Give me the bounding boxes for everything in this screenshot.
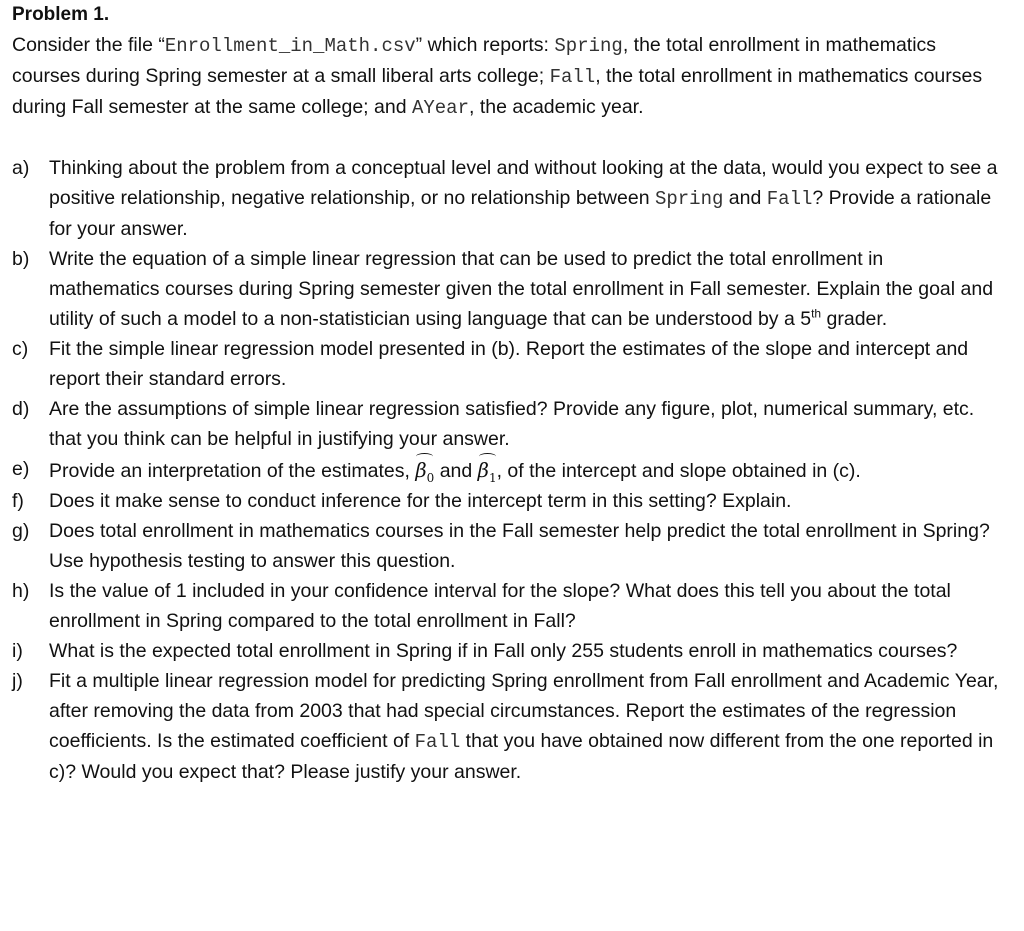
intro-var-spring: Spring <box>554 35 623 57</box>
question-item-c <box>12 334 999 394</box>
item-i-text: What is the expected total enrollment in Spring if in Fall only 255 students enroll in mathematics courses? <box>49 640 958 662</box>
question-list <box>12 153 1012 787</box>
item-marker-g: g) <box>12 520 30 542</box>
intro-text-2: ” which reports: <box>415 34 555 56</box>
item-a-text-2: and <box>723 187 767 209</box>
item-a-text-3: ? Provide a rationale for your answer. <box>49 187 992 240</box>
item-marker-b: b) <box>12 248 30 270</box>
item-marker-c: c) <box>12 338 29 360</box>
intro-filename: Enrollment_in_Math.csv <box>164 35 416 57</box>
item-a-var-fall: Fall <box>766 188 813 210</box>
item-marker-d: d) <box>12 398 30 420</box>
item-b-text-2: grader. <box>821 308 888 330</box>
question-item-b <box>12 244 999 334</box>
item-b-text-1: Write the equation of a simple linear regression that can be used to predict the total enrollment in mathematics courses during Spring semester given the total enrollment in Fall semester. Explain the goal and utility of such a model to a non-statistician using language that can be understood by a 5 <box>49 248 994 330</box>
item-f-text: Does it make sense to conduct inference for the intercept term in this setting? Explain. <box>49 490 792 512</box>
item-j-text-1: Fit a multiple linear regression model for predicting Spring enrollment from Fall enrollment and Academic Year, after removing the data from 2003 that had special circumstances. Report the estimates of the regression coefficients. Is the estimated coefficient of <box>49 670 999 752</box>
item-marker-i: i) <box>12 640 23 662</box>
item-c-text: Fit the simple linear regression model presented in (b). Report the estimates of the slope and intercept and report their standard errors. <box>49 338 969 390</box>
item-marker-h: h) <box>12 580 30 602</box>
item-e-text-2: and <box>434 460 478 482</box>
item-b-superscript: th <box>811 306 822 321</box>
item-marker-e: e) <box>12 458 30 480</box>
question-item-g <box>12 516 999 576</box>
beta-zero-hat <box>415 454 434 486</box>
beta-zero-symbol: β <box>415 459 427 482</box>
item-marker-j: j) <box>12 670 23 692</box>
question-item-i <box>12 636 999 666</box>
item-j-text-2: that you have obtained now different from the one reported in c)? Would you expect that? Please justify your answer. <box>49 730 994 783</box>
item-a-var-spring: Spring <box>654 188 724 210</box>
item-g-text: Does total enrollment in mathematics courses in the Fall semester help predict the total enrollment in Spring? Use hypothesis testing to answer this question. <box>49 520 990 572</box>
intro-var-ayear: AYear <box>411 97 469 119</box>
problem-title: Problem 1. <box>12 4 110 25</box>
section-spacer <box>12 123 1012 153</box>
intro-text-4: , the total enrollment in mathematics courses during Fall semester at the same college; and <box>12 65 983 118</box>
intro-text-5: , the academic year. <box>468 96 644 118</box>
intro-text-3: , the total enrollment in mathematics courses during Spring semester at a small liberal arts college; <box>12 34 937 87</box>
question-item-h <box>12 576 999 636</box>
item-e-text-3: , of the intercept and slope obtained in (c). <box>496 460 861 482</box>
item-marker-a: a) <box>12 157 30 179</box>
question-item-a <box>12 153 999 244</box>
item-marker-f: f) <box>12 490 24 512</box>
item-a-text-1: Thinking about the problem from a conceptual level and without looking at the data, would you expect to see a positive relationship, negative relationship, or no relationship between <box>49 157 998 209</box>
question-item-f <box>12 486 999 516</box>
beta-one-hat <box>478 454 497 486</box>
item-h-text: Is the value of 1 included in your confidence interval for the slope? What does this tell you about the total enrollment in Spring compared to the total enrollment in Fall? <box>49 580 951 632</box>
item-j-var-fall: Fall <box>414 731 461 753</box>
item-e-text-1: Provide an interpretation of the estimates, <box>49 460 416 482</box>
document-page <box>12 0 1012 931</box>
question-item-d <box>12 394 999 454</box>
intro-text-1: Consider the file “ <box>12 34 165 56</box>
beta-one-symbol: β <box>477 459 489 482</box>
question-item-j <box>12 666 999 787</box>
beta-one-subscript: 1 <box>488 470 497 485</box>
problem-intro <box>12 30 1002 123</box>
item-d-text: Are the assumptions of simple linear regression satisfied? Provide any figure, plot, numerical summary, etc. that you think can be helpful in justifying your answer. <box>49 398 975 450</box>
beta-zero-subscript: 0 <box>426 470 435 485</box>
intro-var-fall: Fall <box>549 66 596 88</box>
question-item-e <box>12 454 999 486</box>
